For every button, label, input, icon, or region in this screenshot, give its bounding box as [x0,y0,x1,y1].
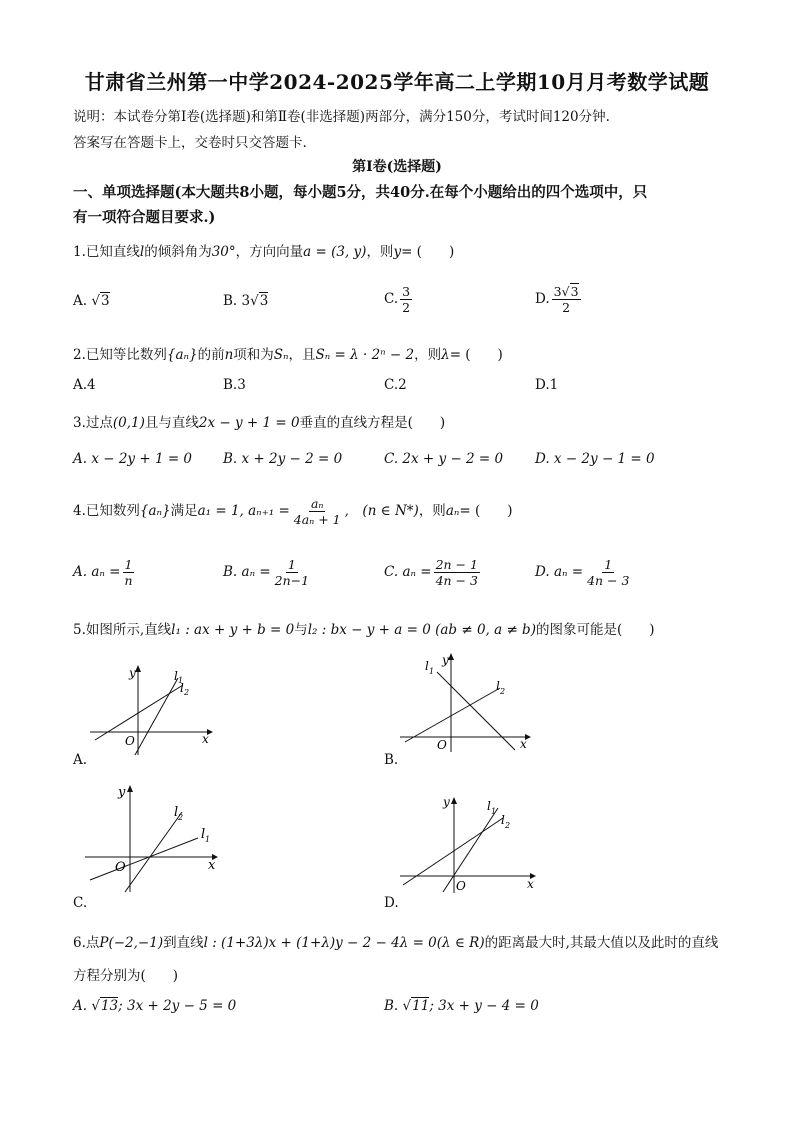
l1-label: l [487,799,491,813]
question-3-option-c[interactable]: C. 2x + y − 2 = 0 [384,451,504,467]
question-5-option-c[interactable]: C. [73,895,88,911]
origin-label: O [456,879,466,893]
question-2-option-d[interactable]: D.1 [535,377,559,393]
question-6-option-a[interactable]: A. √13; 3x + 2y − 5 = 0 [73,998,237,1014]
line-l2 [405,688,500,742]
l1-label: l [201,827,206,842]
l2-label: l [501,813,505,827]
question-5-option-a[interactable]: A. [73,752,88,768]
origin-label: O [115,860,126,875]
question-5-option-b[interactable]: B. [384,752,399,768]
line-l2 [403,818,503,885]
l2-label: l [174,805,179,820]
question-1-option-d[interactable]: D. $\frac{3√3}{2}$ [535,284,579,315]
l1-subscript: 1 [205,835,211,844]
line-l2 [125,812,182,892]
question-1-option-c[interactable]: C. $\frac{3}{2}$ [384,284,411,315]
question-6-option-b[interactable]: B. √11; 3x + y − 4 = 0 [384,998,539,1014]
question-6-stem-line-2: 方程分别为( ) [73,968,179,984]
line-l1 [90,838,198,880]
l2-subscript: 2 [178,813,184,822]
question-5-stem: 5.如图所示,直线l₁ : ax + y + b = 0与l₂ : bx − y + a = 0 (ab ≠ 0, a ≠ b)的图象可能是( ) [73,622,655,638]
question-4-stem: 4.已知数列{aₙ}满足a₁ = 1, aₙ₊₁ = $\frac{\text{aₙ}}{\text{4aₙ + 1}}$ , (n ∈ N*)，则aₙ= ( ) [73,496,513,527]
question-1-option-a[interactable]: A. √3 [73,293,110,309]
question-2-option-c[interactable]: C.2 [384,377,407,393]
l2-subscript: 2 [500,687,506,696]
x-label: x [208,858,216,873]
question-3-stem: 3.过点(0,1)且与直线2x − y + 1 = 0垂直的直线方程是( ) [73,415,446,431]
l2-label: l [180,681,184,695]
section-heading-line-2: 有一项符合题目要求.) [73,209,216,226]
origin-label: O [125,734,135,748]
intro-line-2: 答案写在答题卡上，交卷时只交答题卡. [73,135,307,151]
question-3-option-a[interactable]: A. x − 2y + 1 = 0 [73,451,193,467]
origin-label: O [437,738,447,752]
line-l1 [443,808,498,892]
question-2-option-b[interactable]: B.3 [223,377,246,393]
question-5-option-d[interactable]: D. [384,895,399,911]
question-2-option-a[interactable]: A.4 [73,377,96,393]
graph-option-b[interactable] [395,650,535,755]
question-2-stem: 2.已知等比数列{aₙ}的前n项和为Sₙ，且Sₙ = λ · 2ⁿ − 2，则λ= ( ) [73,347,503,363]
x-label: x [202,732,209,746]
x-label: x [520,737,527,751]
page-title: 甘肃省兰州第一中学2024-2025学年高二上学期10月月考数学试题 [84,70,710,94]
graph-option-c[interactable] [80,780,230,895]
l2-subscript: 2 [184,688,190,697]
l2-subscript: 2 [505,821,511,830]
question-4-option-c[interactable]: C. aₙ = $\frac{2n - 1}{4n - 3}$ [384,557,478,588]
y-axis-arrow [451,797,457,804]
l2-label: l [496,679,500,693]
graph-option-a[interactable] [85,660,215,760]
question-3-option-d[interactable]: D. x − 2y − 1 = 0 [535,451,655,467]
question-1-option-b[interactable]: B. 3√3 [223,293,269,309]
line-l1 [135,678,178,755]
intro-line-1: 说明：本试卷分第Ⅰ卷(选择题)和第Ⅱ卷(非选择题)两部分，满分150分，考试时间120分钟. [73,109,610,125]
y-label: y [443,795,450,809]
question-4-option-d[interactable]: D. aₙ = $\frac{1}{4n - 3}$ [535,557,630,588]
line-l1 [437,672,515,750]
question-3-option-b[interactable]: B. x + 2y − 2 = 0 [223,451,343,467]
question-4-option-a[interactable]: A. aₙ = $\frac{1}{n}$ [73,557,133,588]
l1-subscript: 1 [491,807,497,816]
graph-option-d[interactable] [395,790,540,895]
l1-label: l [174,669,178,683]
question-4-option-b[interactable]: B. aₙ = $\frac{1}{2n-1}$ [223,557,310,588]
question-1-stem: 1.已知直线l的倾斜角为30°，方向向量a = (3, y)，则y= ( ) [73,244,455,260]
y-label: y [442,653,449,667]
section-heading-line-1: 一、单项选择题(本大题共8小题，每小题5分，共40分.在每个小题给出的四个选项中，只 [73,184,648,201]
y-axis-arrow [448,653,454,660]
l1-label: l [425,659,429,673]
y-label: y [118,785,126,800]
l1-subscript: 1 [178,676,184,685]
x-label: x [527,877,534,891]
y-axis-arrow [135,665,141,672]
y-label: y [129,666,136,680]
section-title: 第Ⅰ卷(选择题) [352,159,442,175]
y-axis-arrow [127,785,133,792]
l1-subscript: 1 [429,667,435,676]
question-6-stem-line-1: 6.点P(−2,−1)到直线l : (1+3λ)x + (1+λ)y − 2 − 4λ = 0(λ ∈ R)的距离最大时,其最大值以及此时的直线 [73,935,719,951]
